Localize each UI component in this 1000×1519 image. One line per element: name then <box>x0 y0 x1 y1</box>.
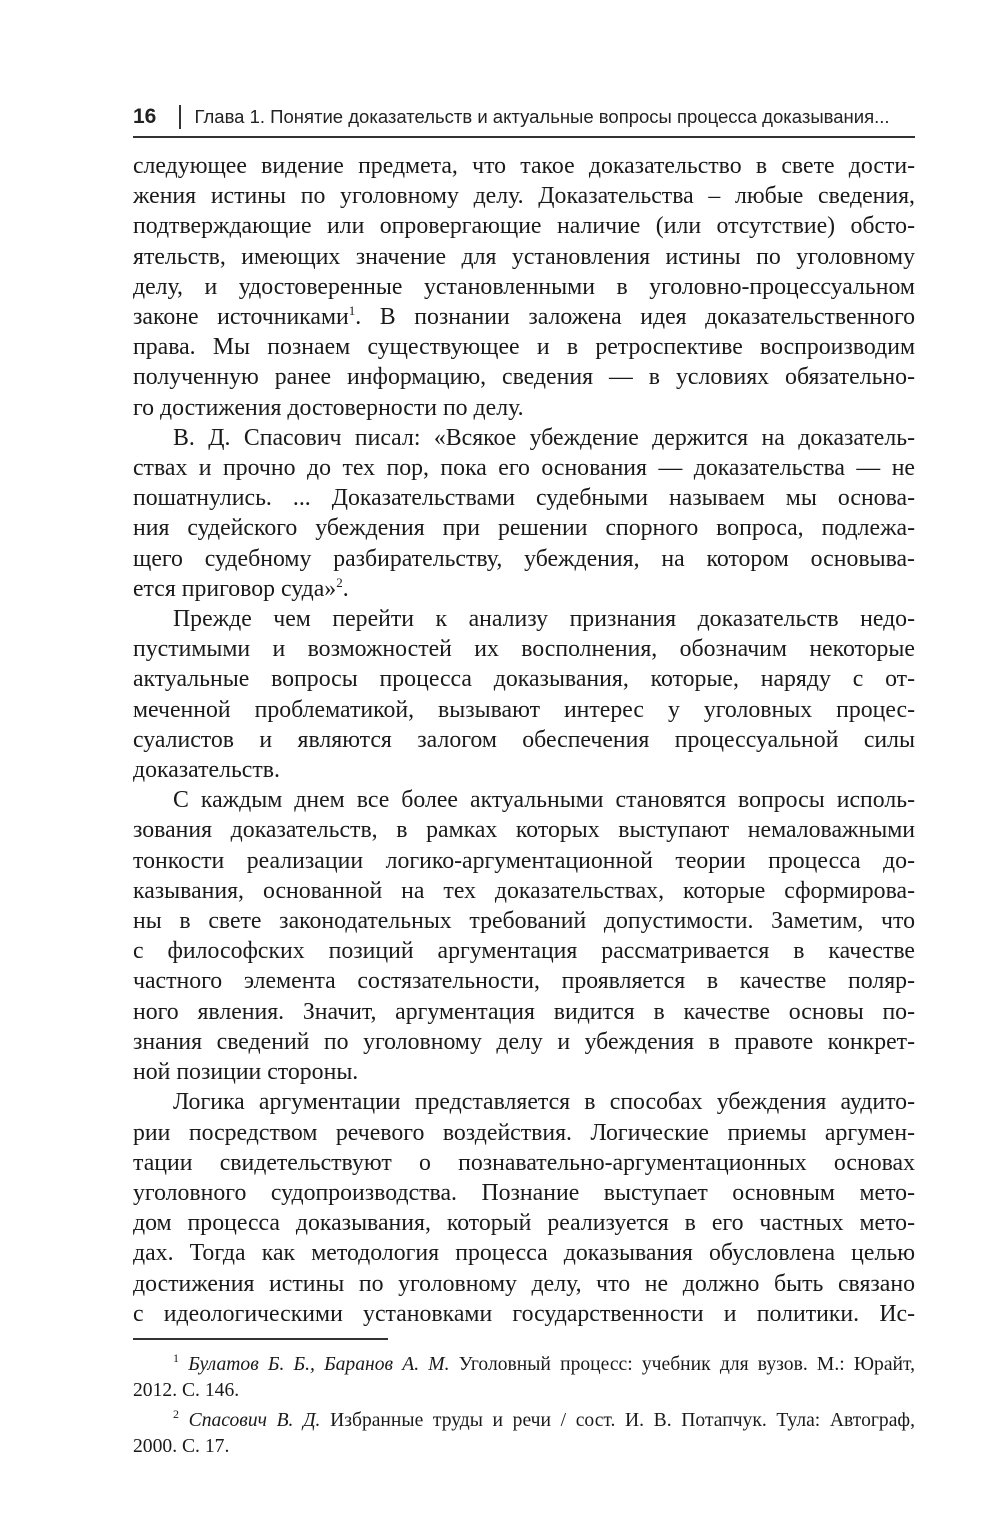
text-line: В. Д. Спасович писал: «Всякое убеждение держится на доказатель- <box>173 424 915 451</box>
text-line: зования доказательств, в рамках которых выступают немаловажными <box>133 817 915 844</box>
paragraph <box>133 423 915 604</box>
footnote-text: Уголовный процесс: учебник для вузов. М.: Юрайт, <box>449 1354 915 1375</box>
footnote-text: Избранные труды и речи / сост. И. В. Потапчук. Тула: Автограф, <box>320 1410 915 1431</box>
text-line: доказательств. <box>133 757 280 784</box>
text-line: ной позиции стороны. <box>133 1059 359 1086</box>
text-line <box>133 302 915 332</box>
text-fragment: . <box>342 575 349 602</box>
paragraph <box>133 785 915 1087</box>
footnote-line: 2012. С. 146. <box>133 1379 240 1401</box>
text-line: щего судебному разбирательству, убеждения, на котором основыва- <box>133 545 915 572</box>
text-line: ного явления. Значит, аргументация видится в качестве основы по- <box>133 998 915 1025</box>
text-fragment: законе источниками <box>133 304 349 331</box>
text-line: дах. Тогда как методология процесса доказывания обусловлена целью <box>133 1240 915 1267</box>
text-line <box>133 574 915 604</box>
text-line: ятельств, имеющих значение для установления истины по уголовному <box>133 243 915 270</box>
text-line: меченной проблематикой, вызывают интерес у уголовных процес- <box>133 696 915 723</box>
footnote-authors: Спасович В. Д. <box>188 1410 321 1431</box>
text-line: ния судейского убеждения при решении спорного вопроса, подлежа- <box>133 515 915 542</box>
text-line: ны в свете законодательных требований допустимости. Заметим, что <box>133 908 915 935</box>
text-line: уголовного судопроизводства. Познание выступает основным мето- <box>133 1179 915 1206</box>
footnote-ref[interactable]: 2 <box>336 574 343 590</box>
footnote-mark: 2 <box>173 1407 179 1421</box>
text-line: рии посредством речевого воздействия. Логические приемы аргумен- <box>133 1119 915 1146</box>
footnotes <box>133 1352 915 1464</box>
text-line: пошатнулись. ... Доказательствами судебными называем мы основа- <box>133 485 915 512</box>
header-rule <box>133 136 915 138</box>
text-line: го достижения достоверности по делу. <box>133 394 524 421</box>
text-line: тации свидетельствуют о познавательно-аргументационных основах <box>133 1149 915 1176</box>
footnote-authors: Булатов Б. Б., Баранов А. М. <box>188 1354 450 1375</box>
text-line: частного элемента состязательности, проявляется в качестве поляр- <box>133 968 915 995</box>
text-line: суалистов и являются залогом обеспечения процессуальной силы <box>133 726 915 753</box>
running-title: Глава 1. Понятие доказательств и актуальные вопросы процесса доказывания... <box>194 106 890 127</box>
text-fragment: ется приговор суда» <box>133 575 337 602</box>
footnote-line <box>133 1408 915 1434</box>
footnote-rule <box>133 1338 388 1340</box>
text-line: С каждым днем все более актуальными становятся вопросы исполь- <box>173 787 915 814</box>
text-line: ствах и прочно до тех пор, пока его основания — доказательства — не <box>133 455 915 482</box>
text-line: следующее видение предмета, что такое доказательство в свете дости- <box>133 153 915 179</box>
footnote-line: 2000. С. 17. <box>133 1435 230 1457</box>
header-separator <box>179 105 181 129</box>
running-header <box>133 100 915 134</box>
text-line: с идеологическими установками государственности и политики. Ис- <box>133 1300 915 1327</box>
text-line: Прежде чем перейти к анализу признания доказательств недо- <box>173 606 915 633</box>
text-line: достижения истины по уголовному делу, что не должно быть связано <box>133 1270 915 1297</box>
page-number: 16 <box>133 105 157 128</box>
text-line: полученную ранее информацию, сведения — в условиях обязательно- <box>133 364 915 391</box>
footnote <box>133 1408 915 1459</box>
text-line: жения истины по уголовному делу. Доказательства – любые сведения, <box>133 183 915 210</box>
paragraph <box>133 151 915 423</box>
body-text <box>133 151 915 1329</box>
paragraph <box>133 1087 915 1329</box>
footnote-line <box>133 1352 915 1378</box>
text-line: делу, и удостоверенные установленными в уголовно-процессуальном <box>133 273 915 300</box>
footnote <box>133 1352 915 1403</box>
text-fragment: . В познании заложена идея доказательственного <box>355 304 916 331</box>
text-line: казывания, основанной на тех доказательствах, которые сформирова- <box>133 877 915 904</box>
text-line: пустимыми и возможностей их восполнения, обозначим некоторые <box>133 636 915 663</box>
footnote-ref[interactable]: 1 <box>348 303 356 319</box>
text-line: Логика аргументации представляется в способах убеждения аудито- <box>173 1089 915 1116</box>
footnote-mark: 1 <box>173 1351 179 1365</box>
text-line: тонкости реализации логико-аргументационной теории процесса до- <box>133 847 915 874</box>
text-line: дом процесса доказывания, который реализуется в его частных мето- <box>133 1210 915 1237</box>
text-line: права. Мы познаем существующее и в ретроспективе воспроизводим <box>133 334 915 361</box>
text-line: знания сведений по уголовному делу и убеждения в правоте конкрет- <box>133 1028 915 1055</box>
text-line: актуальные вопросы процесса доказывания, которые, наряду с от- <box>133 666 915 693</box>
paragraph <box>133 604 915 785</box>
text-line: подтверждающие или опровергающие наличие (или отсутствие) обсто- <box>133 213 915 240</box>
text-line: с философских позиций аргументация рассматривается в качестве <box>133 938 915 965</box>
